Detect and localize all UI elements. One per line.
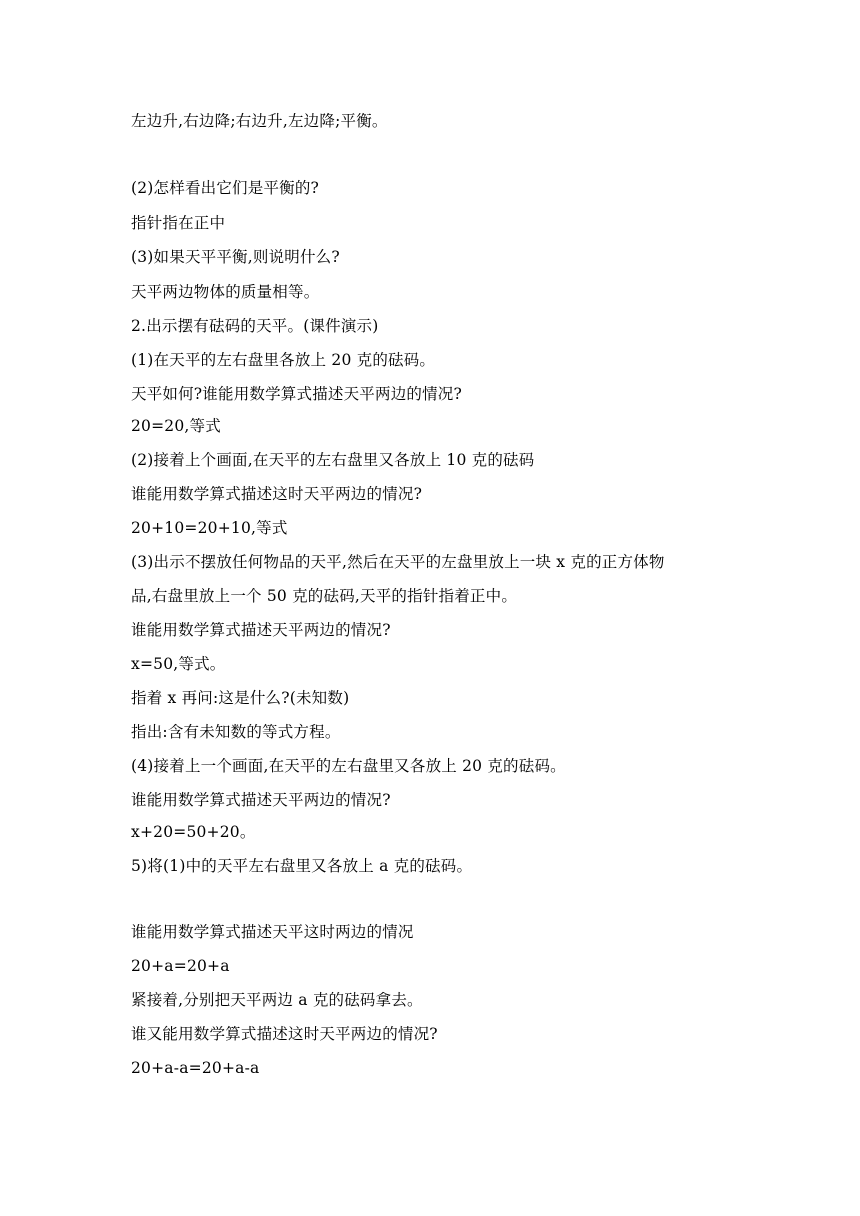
- text-line: (4)接着上一个画面,在天平的左右盘里又各放上 20 克的砝码。: [131, 757, 566, 775]
- text-line: 谁能用数学算式描述天平这时两边的情况: [131, 923, 414, 941]
- text-line: 天平两边物体的质量相等。: [131, 283, 320, 301]
- text-line: 谁能用数学算式描述天平两边的情况?: [131, 621, 391, 639]
- text-line: 5)将(1)中的天平左右盘里又各放上 a 克的砝码。: [131, 857, 473, 875]
- text-line: 指针指在正中: [131, 214, 226, 232]
- text-line: 20=20,等式: [131, 417, 221, 435]
- text-line: x=50,等式。: [131, 655, 226, 673]
- text-line: 20+10=20+10,等式: [131, 519, 288, 537]
- text-line: 20+a-a=20+a-a: [131, 1059, 260, 1077]
- text-line: 谁能用数学算式描述天平两边的情况?: [131, 791, 391, 809]
- text-line: (3)如果天平平衡,则说明什么?: [131, 248, 340, 266]
- text-line: 指着 x 再问:这是什么?(未知数): [131, 689, 350, 707]
- text-line: (2)接着上个画面,在天平的左右盘里又各放上 10 克的砝码: [131, 451, 535, 469]
- text-line: x+20=50+20。: [131, 823, 256, 841]
- text-line: (1)在天平的左右盘里各放上 20 克的砝码。: [131, 351, 436, 369]
- text-line: 2.出示摆有砝码的天平。(课件演示): [131, 317, 379, 335]
- text-line: 谁又能用数学算式描述这时天平两边的情况?: [131, 1025, 438, 1043]
- text-line: 左边升,右边降;右边升,左边降;平衡。: [131, 112, 388, 130]
- text-line: 天平如何?谁能用数学算式描述天平两边的情况?: [131, 385, 463, 403]
- text-line: 谁能用数学算式描述这时天平两边的情况?: [131, 485, 423, 503]
- text-line: (2)怎样看出它们是平衡的?: [131, 179, 320, 197]
- text-line: 紧接着,分别把天平两边 a 克的砝码拿去。: [131, 991, 423, 1009]
- text-line: 品,右盘里放上一个 50 克的砝码,天平的指针指着正中。: [131, 587, 518, 605]
- text-line: (3)出示不摆放任何物品的天平,然后在天平的左盘里放上一块 x 克的正方体物: [131, 553, 665, 571]
- text-line: 20+a=20+a: [131, 957, 230, 975]
- text-line: 指出:含有未知数的等式方程。: [131, 723, 341, 741]
